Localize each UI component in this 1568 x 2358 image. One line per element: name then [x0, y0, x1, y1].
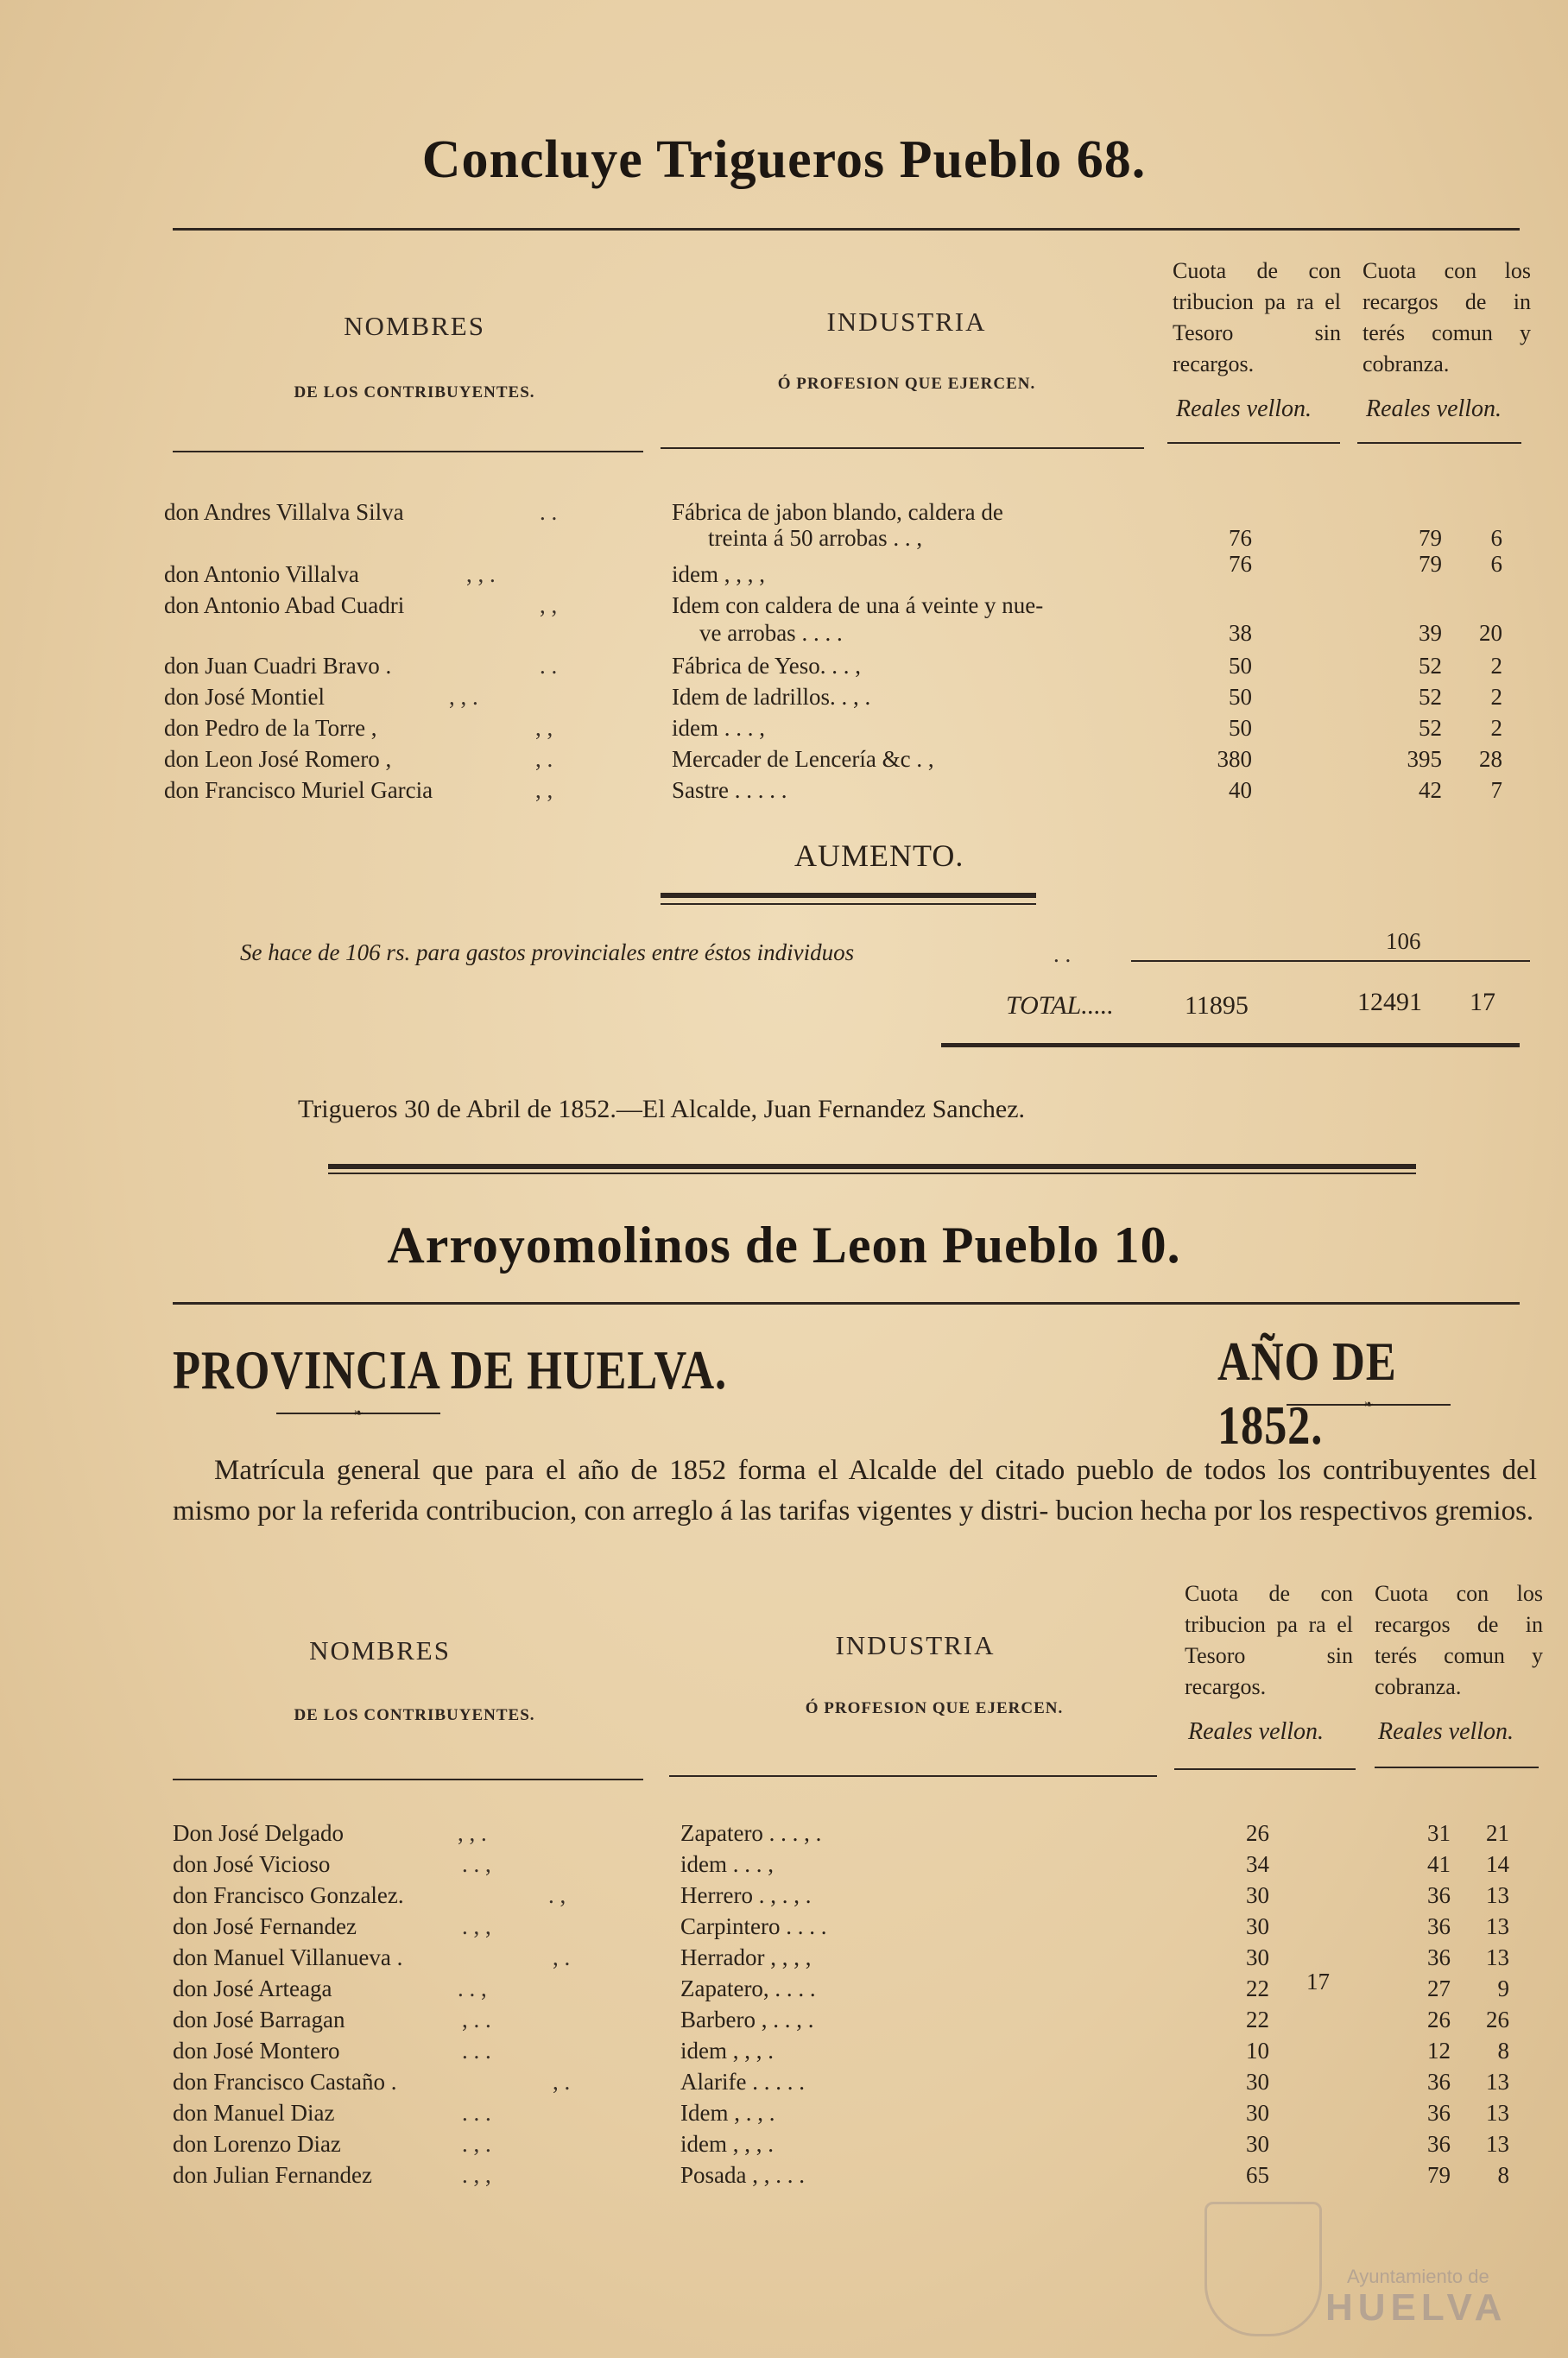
table-row — [0, 2038, 1568, 2069]
contribuyente-name: don Francisco Muriel Garcia — [164, 777, 433, 803]
recargo-cents: 21 — [1486, 1820, 1509, 1846]
industria-cell: Herrero . , . , . — [680, 1882, 812, 1908]
aumento-value-rule — [1131, 960, 1530, 962]
recargo-value: 26 — [1427, 2007, 1451, 2032]
recargo-cents: 13 — [1486, 2069, 1509, 2095]
contribuyente-name: don José Fernandez — [173, 1913, 357, 1939]
recargo-value: 79 — [1427, 2162, 1451, 2188]
header-rule — [173, 1779, 643, 1780]
contribuyente-name: don Francisco Castaño . — [173, 2069, 397, 2095]
contribuyente-name: don Manuel Villanueva . — [173, 1944, 403, 1970]
recargo-value: 36 — [1427, 1944, 1451, 1970]
aumento-rule — [661, 903, 1036, 905]
contribuyente-name: don Antonio Abad Cuadri — [164, 592, 405, 618]
watermark-line2: HUELVA — [1325, 2286, 1508, 2329]
recargo-cents: 13 — [1486, 2100, 1509, 2126]
total-label: TOTAL..... — [1006, 991, 1114, 1020]
leader-dots: , , . — [449, 684, 478, 710]
recargo-cents: 6 — [1490, 551, 1502, 577]
cuota-value: 30 — [1246, 2131, 1269, 2157]
contribuyente-name: don Francisco Gonzalez. — [173, 1882, 404, 1908]
table-row — [0, 1913, 1568, 1944]
signature-line: Trigueros 30 de Abril de 1852.—El Alcalde, Juan Fernandez Sanchez. — [298, 1095, 1026, 1123]
leader-dots: , , — [540, 592, 558, 618]
leader-dots: , . . — [462, 2007, 491, 2032]
industria-cell: Idem , . , . — [680, 2100, 775, 2126]
title-rule — [173, 228, 1520, 231]
cuota-value: 10 — [1246, 2038, 1269, 2064]
industria-header: INDUSTRIA — [835, 1630, 996, 1660]
industria-cell: Carpintero . . . . — [680, 1913, 827, 1939]
industria-cell: Herrador , , , , — [680, 1944, 812, 1970]
leader-dots: , , . — [466, 561, 496, 587]
aumento-value: 106 — [1386, 928, 1421, 954]
industria-cell: idem . . . , — [680, 1851, 774, 1877]
contribuyente-name: don Julian Fernandez — [173, 2162, 372, 2188]
cuota-recargos-header: Cuota con los recargos de in terés comun y cobranza. — [1375, 1581, 1543, 1699]
table-row — [0, 2069, 1568, 2100]
industria-cell: Barbero , . . , . — [680, 2007, 814, 2032]
recargo-value: 36 — [1427, 2069, 1451, 2095]
contribuyente-name: don Manuel Diaz — [173, 2100, 335, 2126]
cuota-value: 40 — [1229, 777, 1252, 803]
cuota-value: 30 — [1246, 2069, 1269, 2095]
recargo-value: 79 — [1419, 551, 1442, 577]
leader-dots: , , . — [458, 1820, 487, 1846]
leader-dots: , , — [535, 777, 553, 803]
cuota-value: 26 — [1246, 1820, 1269, 1846]
industria-cell: ve arrobas . . . . — [699, 620, 843, 646]
industria-cell: Alarife . . . . . — [680, 2069, 805, 2095]
aumento-rule — [661, 893, 1036, 898]
recargo-value: 79 — [1419, 525, 1442, 551]
recargo-value: 36 — [1427, 2100, 1451, 2126]
industria-cell: Mercader de Lencería &c . , — [672, 746, 934, 772]
leader-dots: , . — [553, 2069, 571, 2095]
leader-dots: . . — [540, 653, 558, 679]
recargo-value: 52 — [1419, 715, 1442, 741]
recargo-cents: 2 — [1490, 653, 1502, 679]
section-divider — [328, 1173, 1416, 1174]
table-row — [0, 2162, 1568, 2193]
leader-dots: . . . — [462, 2038, 491, 2064]
header-rule — [173, 451, 643, 452]
section-divider — [328, 1164, 1416, 1169]
recargo-value: 27 — [1427, 1976, 1451, 2001]
recargo-cents: 13 — [1486, 2131, 1509, 2157]
cuota-value: 30 — [1246, 1882, 1269, 1908]
recargo-cents: 13 — [1486, 1944, 1509, 1970]
page-title: Concluye Trigueros Pueblo 68. — [421, 130, 1147, 189]
industria-cell: Idem de ladrillos. . , . — [672, 684, 871, 710]
table-row — [0, 684, 1568, 715]
industria-cell: idem . . . , — [672, 715, 765, 741]
aumento-text: Se hace de 106 rs. para gastos provinciales entre éstos individuos — [240, 939, 855, 965]
contribuyente-name: don Antonio Villalva — [164, 561, 359, 587]
section-title: Arroyomolinos de Leon Pueblo 10. — [387, 1217, 1181, 1274]
recargo-cents: 20 — [1479, 620, 1502, 646]
provincia-heading: PROVINCIA DE HUELVA. — [173, 1339, 727, 1400]
cuota-value: 50 — [1229, 715, 1252, 741]
industria-cell: Zapatero, . . . . — [680, 1976, 816, 2001]
cuota-value: 30 — [1246, 2100, 1269, 2126]
contribuyente-name: don Leon José Romero , — [164, 746, 392, 772]
total-cuota: 11895 — [1185, 991, 1249, 1020]
industria-cell: treinta á 50 arrobas . . , — [708, 525, 923, 551]
table-row — [0, 592, 1568, 623]
leader-dots: , . — [535, 746, 553, 772]
recargo-cents: 28 — [1479, 746, 1502, 772]
total-recargo: 12491 — [1357, 988, 1422, 1016]
leader-dots: . . — [540, 499, 558, 525]
reales-header-2: Reales vellon. — [1378, 1718, 1514, 1745]
recargo-value: 42 — [1419, 777, 1442, 803]
leader-dots: . . , — [458, 1976, 487, 2001]
contribuyente-name: don Lorenzo Diaz — [173, 2131, 341, 2157]
cuota-value: 65 — [1246, 2162, 1269, 2188]
recargo-cents: 14 — [1486, 1851, 1509, 1877]
recargo-value: 41 — [1427, 1851, 1451, 1877]
table-row — [0, 620, 1568, 651]
recargo-cents: 13 — [1486, 1882, 1509, 1908]
industria-cell: idem , , , . — [680, 2131, 774, 2157]
industria-cell: idem , , , . — [680, 2038, 774, 2064]
contribuyente-name: don José Montiel — [164, 684, 325, 710]
watermark-line1: Ayuntamiento de — [1347, 2266, 1489, 2287]
table-row — [0, 1851, 1568, 1882]
industria-cell: Fábrica de Yeso. . . , — [672, 653, 861, 679]
table-row — [0, 1882, 1568, 1913]
nombres-header: NOMBRES — [344, 311, 485, 341]
cuota-tesoro-header: Cuota de con tribucion pa ra el Tesoro sin recargos. — [1173, 258, 1341, 376]
title-rule — [173, 1302, 1520, 1305]
leader-dots: . . , — [462, 1851, 491, 1877]
contribuyente-name: don José Montero — [173, 2038, 340, 2064]
recargo-value: 39 — [1419, 620, 1442, 646]
table-row — [0, 2131, 1568, 2162]
header-rule — [1174, 1768, 1356, 1770]
total-rule — [941, 1043, 1520, 1047]
total-cents: 17 — [1470, 988, 1495, 1016]
contribuyente-name: don Andres Villalva Silva — [164, 499, 404, 525]
industria-cell: Sastre . . . . . — [672, 777, 787, 803]
header-rule — [669, 1775, 1157, 1777]
cuota-value: 38 — [1229, 620, 1252, 646]
ornament-rule: ❧ — [1287, 1404, 1451, 1406]
contribuyente-name: don Juan Cuadri Bravo . — [164, 653, 392, 679]
recargo-value: 36 — [1427, 2131, 1451, 2157]
table-row — [0, 653, 1568, 684]
leader-dots: . . . — [462, 2100, 491, 2126]
header-rule — [661, 447, 1144, 449]
industria-cell: Zapatero . . . , . — [680, 1820, 822, 1846]
industria-subheader: Ó PROFESION QUE EJERCEN. — [777, 375, 1036, 393]
ornament-rule: ❧ — [276, 1413, 440, 1414]
table-row — [0, 777, 1568, 808]
cuota-value: 76 — [1229, 551, 1252, 577]
cuota-recargos-header: Cuota con los recargos de in terés comun y cobranza. — [1363, 258, 1531, 376]
industria-cell: Fábrica de jabon blando, caldera de — [672, 499, 1003, 525]
cuota-value: 30 — [1246, 1944, 1269, 1970]
table-row — [0, 2007, 1568, 2038]
reales-header-1: Reales vellon. — [1188, 1718, 1325, 1745]
coat-of-arms-seal — [1204, 2202, 1322, 2336]
table-row — [0, 525, 1568, 556]
contribuyente-name: don Pedro de la Torre , — [164, 715, 377, 741]
table-row — [0, 1969, 1568, 2007]
leader-dots: . , , — [462, 1913, 491, 1939]
leader-dots: . , , — [462, 2162, 491, 2188]
industria-cell: Idem con caldera de una á veinte y nue- — [672, 592, 1044, 618]
leader-dots: , . — [553, 1944, 571, 1970]
recargo-cents: 2 — [1490, 684, 1502, 710]
recargo-value: 52 — [1419, 653, 1442, 679]
header-rule — [1375, 1767, 1539, 1768]
cuota-value: 50 — [1229, 684, 1252, 710]
leader-dots: . , . — [462, 2131, 491, 2157]
table-row — [0, 715, 1568, 746]
recargo-cents: 9 — [1497, 1976, 1509, 2001]
recargo-value: 52 — [1419, 684, 1442, 710]
leader-dots: , , — [535, 715, 553, 741]
recargo-value: 31 — [1427, 1820, 1451, 1846]
recargo-value: 12 — [1427, 2038, 1451, 2064]
recargo-cents: 13 — [1486, 1913, 1509, 1939]
header-rule — [1357, 442, 1521, 444]
leader-dots: . . — [1053, 941, 1072, 967]
recargo-cents: 7 — [1490, 777, 1502, 803]
recargo-cents: 8 — [1497, 2162, 1509, 2188]
intro-paragraph: Matrícula general que para el año de 1852 forma el Alcalde del citado pueblo de todos los contribuyentes del mismo por la referida contribucion, con arreglo á las tarifas vigentes y distri- bucion hecha por los respectivos gremios. — [173, 1455, 1537, 1527]
contribuyente-name: don José Barragan — [173, 2007, 345, 2032]
recargo-cents: 26 — [1486, 2007, 1509, 2032]
cuota-value: 30 — [1246, 1913, 1269, 1939]
industria-header: INDUSTRIA — [826, 307, 987, 337]
reales-header-2: Reales vellon. — [1366, 395, 1502, 422]
industria-cell: idem , , , , — [672, 561, 765, 587]
table-row — [0, 1944, 1568, 1976]
table-row — [0, 746, 1568, 777]
cuota-value: 22 — [1246, 1976, 1269, 2001]
cuota-value: 34 — [1246, 1851, 1269, 1877]
table-row — [0, 2100, 1568, 2131]
industria-cell: Posada , , . . . — [680, 2162, 805, 2188]
contribuyente-name: Don José Delgado — [173, 1820, 344, 1846]
nombres-subheader: DE LOS CONTRIBUYENTES. — [294, 1706, 535, 1724]
leader-dots: . , — [548, 1882, 566, 1908]
cuota-cents: 17 — [1306, 1969, 1330, 1995]
recargo-value: 395 — [1407, 746, 1442, 772]
recargo-cents: 8 — [1497, 2038, 1509, 2064]
cuota-value: 380 — [1217, 746, 1252, 772]
anio-heading: AÑO DE 1852. — [1217, 1331, 1397, 1456]
contribuyente-name: don José Arteaga — [173, 1976, 332, 2001]
cuota-value: 22 — [1246, 2007, 1269, 2032]
table-row — [0, 1820, 1568, 1851]
recargo-value: 36 — [1427, 1913, 1451, 1939]
recargo-cents: 6 — [1490, 525, 1502, 551]
header-rule — [1167, 442, 1340, 444]
nombres-subheader: DE LOS CONTRIBUYENTES. — [294, 383, 535, 401]
table-row — [0, 551, 1568, 592]
cuota-value: 76 — [1229, 525, 1252, 551]
cuota-value: 50 — [1229, 653, 1252, 679]
industria-subheader: Ó PROFESION QUE EJERCEN. — [805, 1699, 1064, 1717]
cuota-tesoro-header: Cuota de con tribucion pa ra el Tesoro sin recargos. — [1185, 1581, 1353, 1699]
contribuyente-name: don José Vicioso — [173, 1851, 331, 1877]
nombres-header: NOMBRES — [309, 1635, 451, 1666]
aumento-title: AUMENTO. — [794, 838, 964, 873]
recargo-cents: 2 — [1490, 715, 1502, 741]
recargo-value: 36 — [1427, 1882, 1451, 1908]
reales-header-1: Reales vellon. — [1176, 395, 1312, 422]
